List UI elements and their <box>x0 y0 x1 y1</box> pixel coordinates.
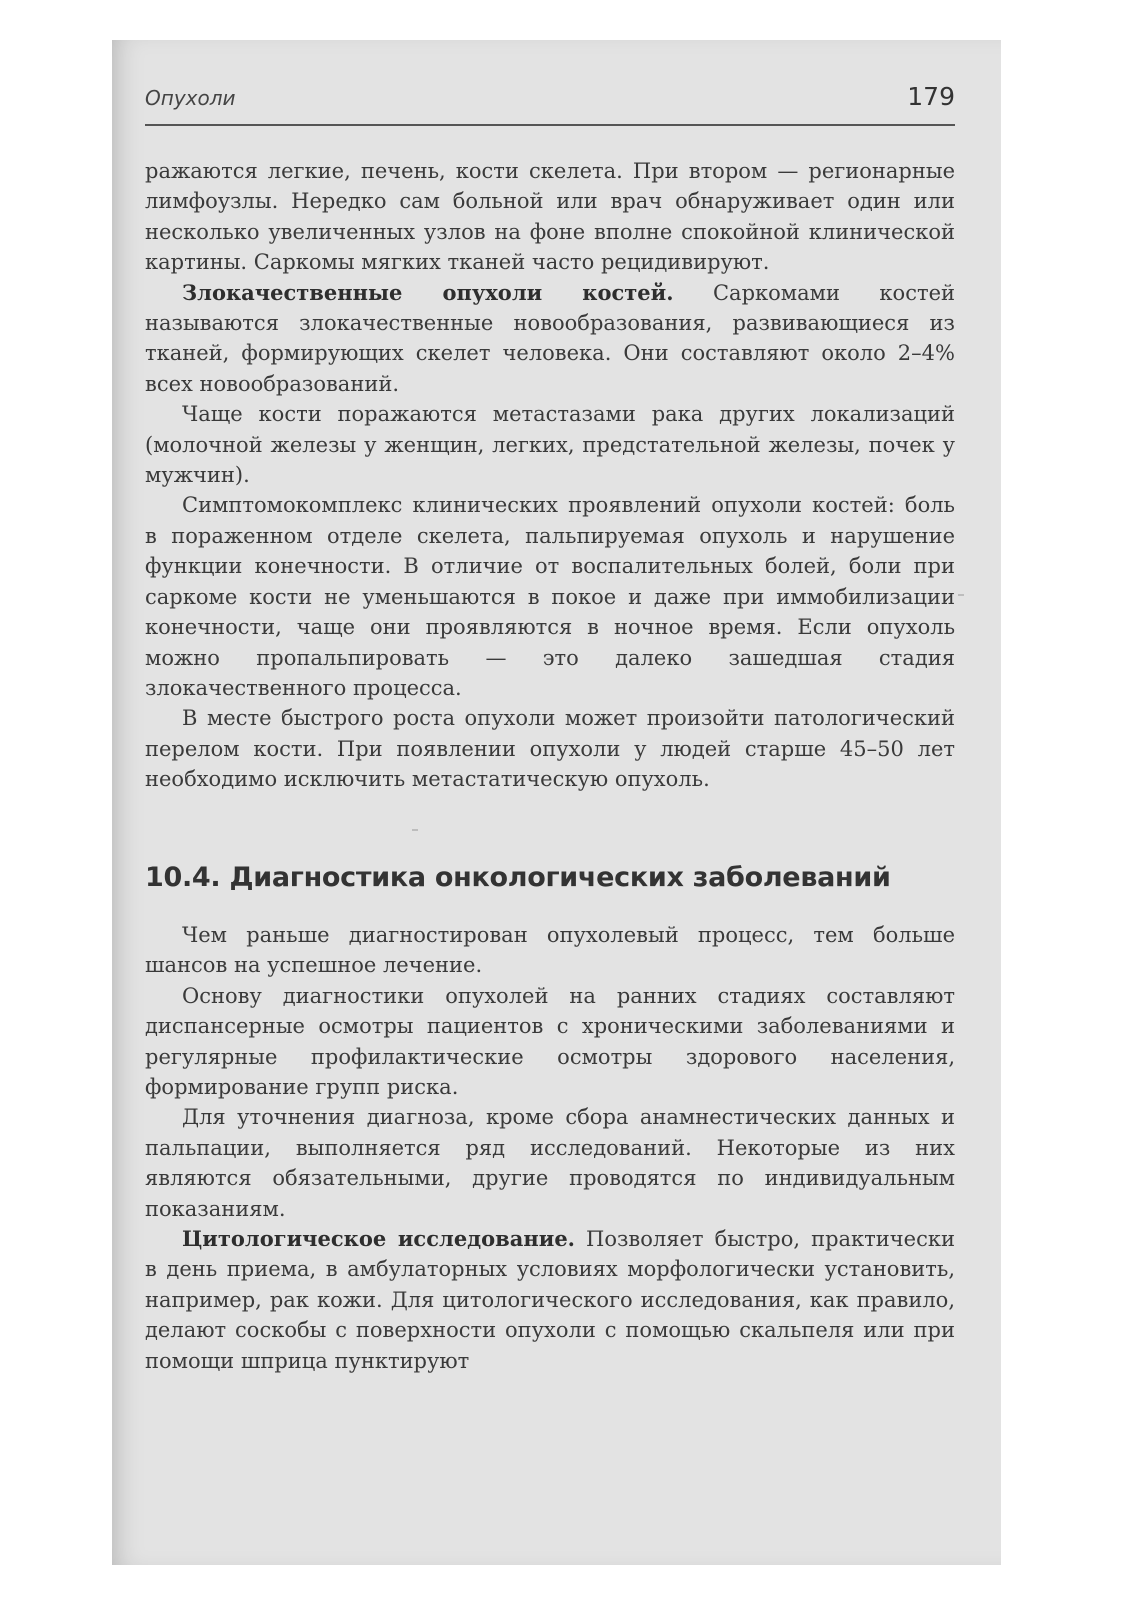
body-text-section-1 <box>145 156 955 795</box>
scan-speck <box>958 594 964 596</box>
paragraph: Симптомокомплекс клинических проявлений опухоли костей: боль в пораженном отделе скелета, пальпируемая опухоль и нарушение функции конечности. В отличие от воспалительных болей, боли при саркоме кости не уменьшаются в покое и даже при иммобилизации конечности, чаще они проявляются в ночное время. Если опухоль можно пропальпировать — это далеко зашедшая стадия злокачественного процесса. <box>145 493 955 700</box>
paragraph: Чаще кости поражаются метастазами рака других локализаций (молочной железы у женщин, легких, предстательной железы, почек у мужчин). <box>145 402 955 488</box>
section-heading: 10.4. Диагностика онкологических заболеваний <box>145 862 891 893</box>
run-in-heading: Злокачественные опухоли костей. <box>182 279 674 305</box>
paragraph: ражаются легкие, печень, кости скелета. При втором — регионарные лимфоузлы. Нередко сам больной или врач обнаруживает один или несколько увеличенных узлов на фоне вполне спокойной клинической картины. Саркомы мягких тканей часто рецидивируют. <box>145 159 955 275</box>
paragraph: В месте быстрого роста опухоли может произойти патологический перелом кости. При появлении опухоли у людей старше 45–50 лет необходимо исключить метастатическую опухоль. <box>145 706 955 792</box>
paragraph: Для уточнения диагноза, кроме сбора анамнестических данных и пальпации, выполняется ряд исследований. Некоторые из них являются обязательными, другие проводятся по индивидуальным показаниям. <box>145 1105 955 1221</box>
paragraph: Цитологическое исследование. Позволяет быстро, практически в день приема, в амбулаторных условиях морфологически установить, например, рак кожи. Для цитологического исследования, как правило, делают соскобы с поверхности опухоли с помощью скальпеля или при помощи шприца пунктируют <box>145 1226 955 1373</box>
running-header <box>145 78 955 126</box>
body-text-section-2 <box>145 920 955 1376</box>
paragraph: Злокачественные опухоли костей. Саркомами костей называются злокачественные новообразования, развивающиеся из тканей, формирующих скелет человека. Они составляют около 2–4% всех новообразований. <box>145 279 955 396</box>
paragraph: Основу диагностики опухолей на ранних стадиях составляют диспансерные осмотры пациентов с хроническими заболеваниями и регулярные профилактические осмотры здорового населения, формирование групп риска. <box>145 983 955 1100</box>
page-number: 179 <box>907 82 955 111</box>
scan-speck <box>412 829 418 831</box>
paragraph: Чем раньше диагностирован опухолевый процесс, тем больше шансов на успешное лечение. <box>145 923 955 978</box>
run-in-heading: Цитологическое исследование. <box>182 1226 575 1252</box>
running-title: Опухоли <box>145 86 236 110</box>
